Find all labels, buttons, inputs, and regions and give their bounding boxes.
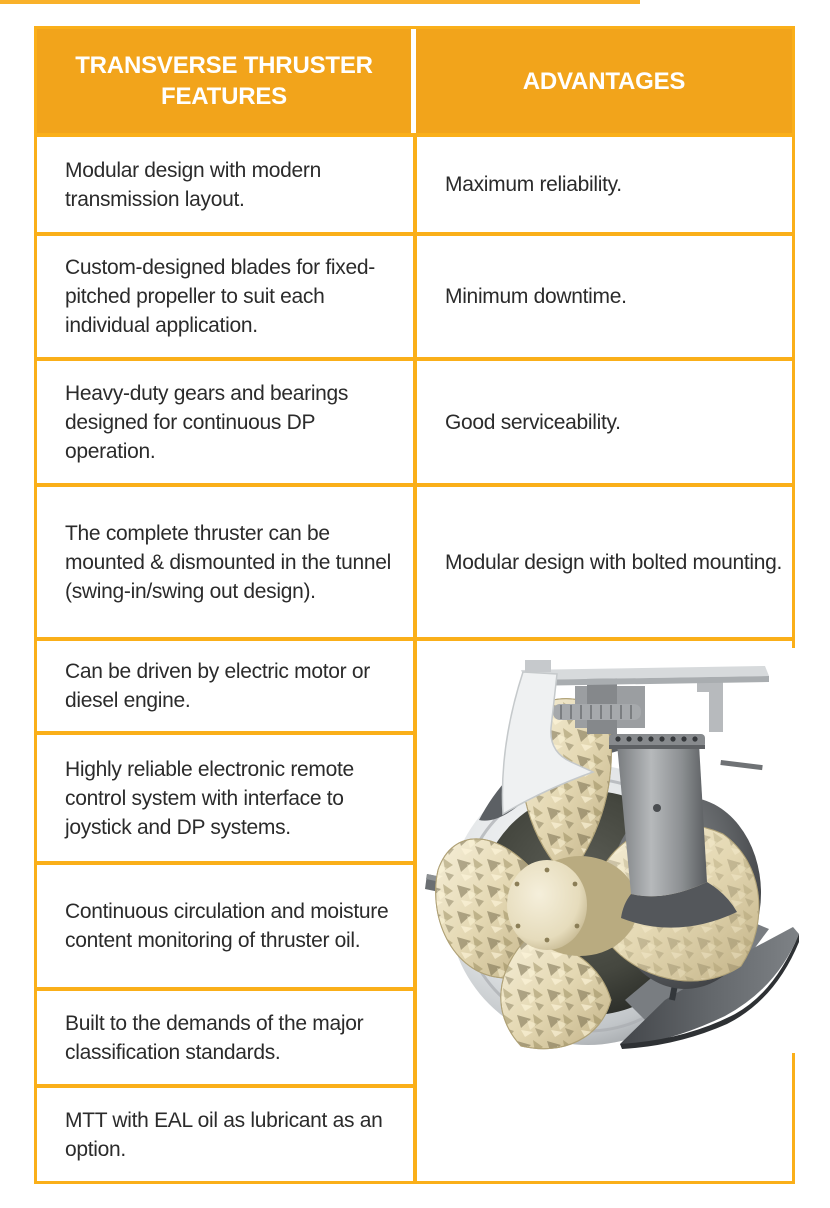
feature-cell-9 [37,1088,413,1181]
feature-cell-2 [37,236,413,357]
feature-text: Can be driven by electric motor or diesel engine. [65,660,370,712]
advantage-text: Maximum reliability. [445,173,622,196]
feature-text: Custom-designed blades for fixed-pitched propeller to suit each individual application. [65,256,375,337]
advantage-cell-4 [417,487,792,637]
thruster-product-image [425,648,825,1053]
header-advantages-label: ADVANTAGES [522,67,686,95]
feature-text: The complete thruster can be mounted & dismounted in the tunnel (swing-in/swing out design). [65,521,392,603]
advantage-cell-2 [417,236,792,357]
feature-cell-3 [37,361,413,483]
advantage-text: Modular design with bolted mounting. [445,550,783,574]
advantage-text: Minimum downtime. [445,285,627,308]
feature-cell-7 [37,865,413,987]
feature-text: Modular design with modern transmission layout. [65,158,322,211]
feature-cell-4 [37,487,413,637]
feature-text: Built to the demands of the major classification standards. [65,1011,364,1064]
advantage-text: Good serviceability. [445,410,621,434]
header-features-label: TRANSVERSE THRUSTER FEATURES [75,52,373,110]
feature-text: Heavy-duty gears and bearings designed for continuous DP operation. [65,381,349,463]
header-cell-features [37,29,411,133]
feature-text: MTT with EAL oil as lubricant as an option. [65,1108,383,1161]
feature-cell-8 [37,991,413,1084]
top-accent-strip [0,0,640,4]
feature-text: Continuous circulation and moisture content monitoring of thruster oil. [65,900,389,952]
features-advantages-table [34,26,795,1184]
feature-cell-5 [37,641,413,731]
advantage-cell-1 [417,137,792,232]
feature-cell-6 [37,735,413,861]
header-cell-advantages [416,29,792,133]
advantage-cell-3 [417,361,792,483]
feature-cell-1 [37,137,413,232]
feature-text: Highly reliable electronic remote control system with interface to joystick and DP systems. [65,757,354,839]
